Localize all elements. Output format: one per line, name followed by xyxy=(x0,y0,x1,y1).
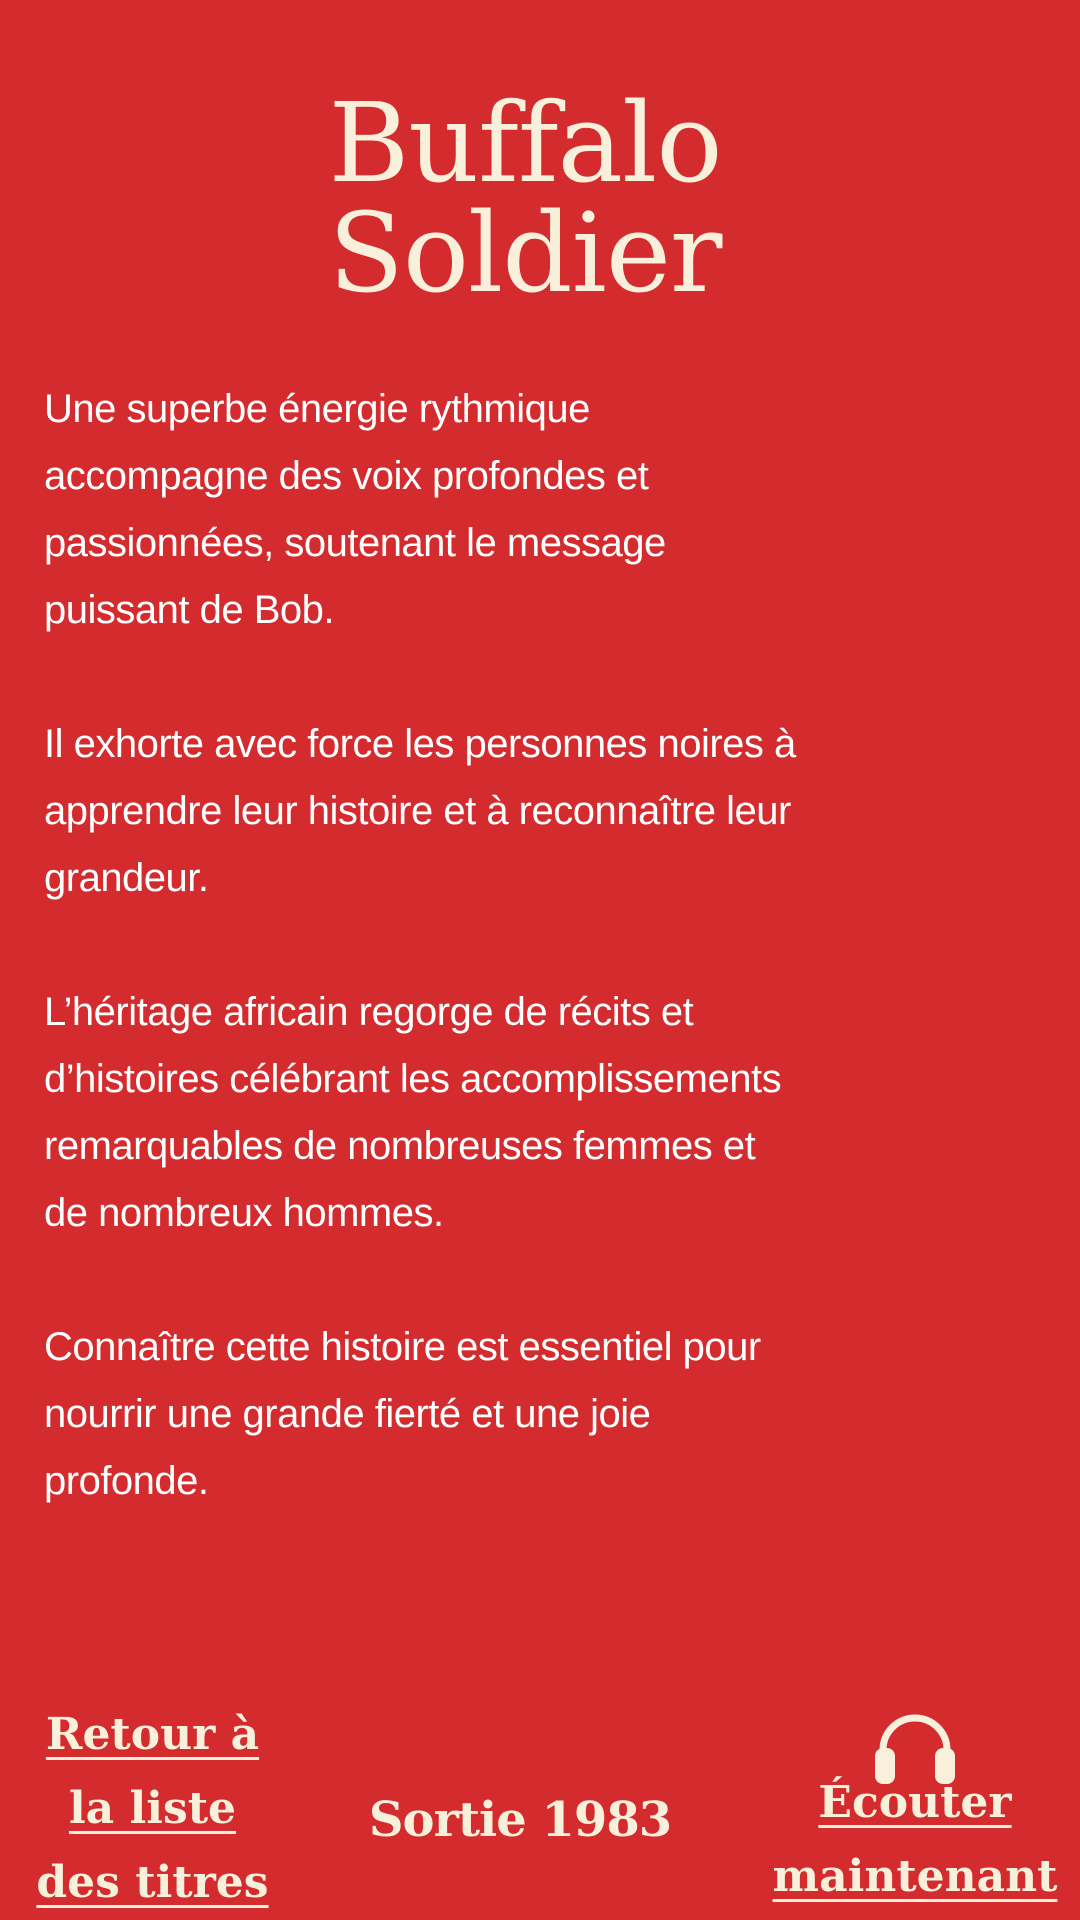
listen-now-label xyxy=(750,1766,1080,1914)
footer-bar xyxy=(0,1690,1080,1920)
back-to-titles-link[interactable] xyxy=(20,1698,285,1920)
song-title-line-1: Buffalo xyxy=(328,79,722,207)
song-title-line-2: Soldier xyxy=(328,189,722,317)
back-link-line-2: la liste xyxy=(68,1783,237,1834)
song-description xyxy=(44,376,804,1582)
listen-now-link[interactable] xyxy=(750,1690,1080,1914)
description-paragraph: Une superbe énergie rythmique accompagne des voix profondes et passionnées, soutenant le message puissant de Bob. xyxy=(44,387,666,632)
back-link-line-1: Retour à xyxy=(45,1709,260,1760)
description-paragraph: Connaître cette histoire est essentiel pour nourrir une grande fierté et une joie profonde. xyxy=(44,1325,761,1503)
description-paragraph: Il exhorte avec force les personnes noires à apprendre leur histoire et à reconnaître leur grandeur. xyxy=(44,722,796,900)
listen-line-1: Écouter xyxy=(818,1777,1012,1828)
release-year-label: Sortie 1983 xyxy=(368,1792,672,1848)
description-paragraph: L’héritage africain regorge de récits et d’histoires célébrant les accomplissements remarquables de nombreuses femmes et de nombreux hommes. xyxy=(44,990,782,1235)
listen-line-2: maintenant xyxy=(772,1851,1058,1902)
back-link-line-3: des titres xyxy=(36,1857,269,1908)
song-title xyxy=(0,79,1050,317)
